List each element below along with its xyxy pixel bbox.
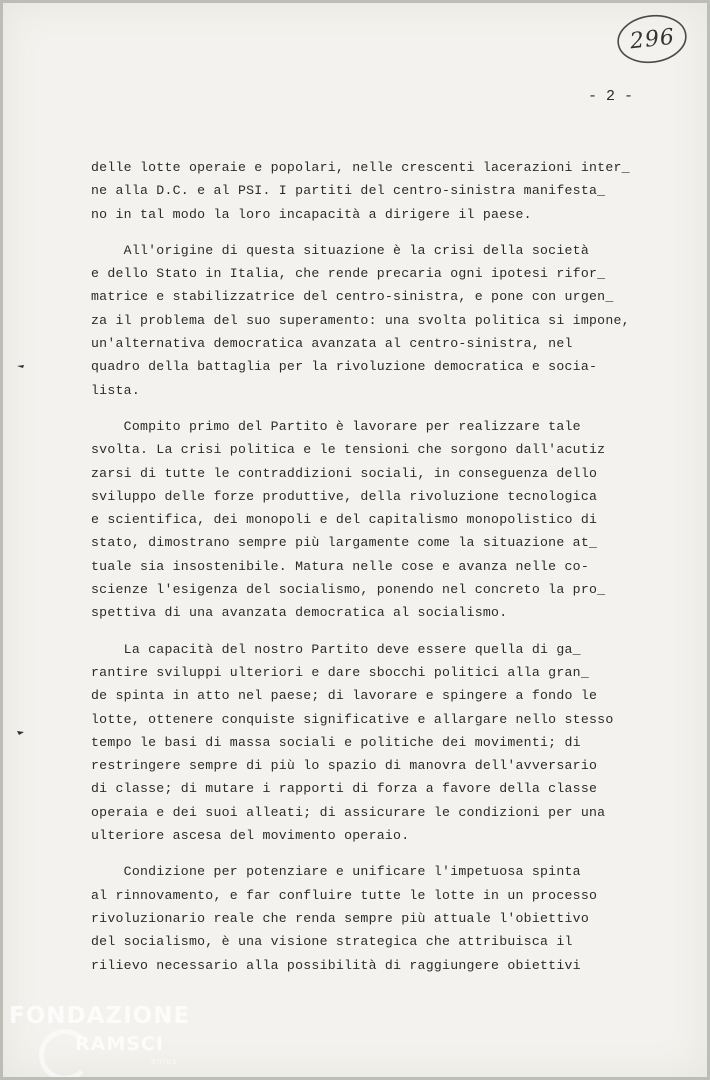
text-line: tempo le basi di massa sociali e politiche dei movimenti; di xyxy=(91,734,581,750)
text-line: stato, dimostrano sempre più largamente come la situazione at_ xyxy=(91,535,598,551)
text-line: rilievo necessario alla possibilità di raggiungere obiettivi xyxy=(91,957,581,973)
text-line: de spinta in atto nel paese; di lavorare e spingere a fondo le xyxy=(91,688,598,704)
text-line: All'origine di questa situazione è la crisi della società xyxy=(91,242,589,258)
watermark-line1: FONDAZIONE xyxy=(9,1003,191,1029)
watermark-line2: RAMSCI xyxy=(75,1033,164,1055)
archive-number-text: 296 xyxy=(628,24,676,54)
text-line: rivoluzionario reale che renda sempre più attuale l'obiettivo xyxy=(91,910,589,926)
text-line: zarsi di tutte le contraddizioni sociali, in conseguenza dello xyxy=(91,465,598,481)
text-line: operaia e dei suoi alleati; di assicurare le condizioni per una xyxy=(91,804,606,820)
text-line: tuale sia insostenibile. Matura nelle cose e avanza nelle co- xyxy=(91,558,589,574)
text-line: no in tal modo la loro incapacità a dirigere il paese. xyxy=(91,206,532,222)
text-line: za il problema del suo superamento: una svolta politica si impone, xyxy=(91,312,630,328)
text-line: svolta. La crisi politica e le tensioni che sorgono dall'acutiz xyxy=(91,442,606,458)
text-line: Condizione per potenziare e unificare l'impetuosa spinta xyxy=(91,864,581,880)
text-line: lista. xyxy=(91,382,140,398)
text-line: ulteriore ascesa del movimento operaio. xyxy=(91,828,410,844)
text-line: ne alla D.C. e al PSI. I partiti del centro-sinistra manifesta_ xyxy=(91,183,606,199)
text-line: rantire sviluppi ulteriori e dare sbocchi politici alla gran_ xyxy=(91,664,589,680)
paragraph-gap xyxy=(91,847,691,860)
text-line: sviluppo delle forze produttive, della rivoluzione tecnologica xyxy=(91,488,598,504)
archive-number-stamp xyxy=(615,13,689,65)
margin-mark-icon xyxy=(17,363,25,369)
text-line: e dello Stato in Italia, che rende precaria ogni ipotesi rifor_ xyxy=(91,266,606,282)
paragraph-gap xyxy=(91,402,691,415)
margin-mark-icon xyxy=(17,729,25,735)
paragraph xyxy=(91,156,691,226)
paragraph-gap xyxy=(91,226,691,239)
paragraph xyxy=(91,638,691,848)
text-line: quadro della battaglia per la rivoluzione democratica e socia- xyxy=(91,359,598,375)
text-line: delle lotte operaie e popolari, nelle crescenti lacerazioni inter_ xyxy=(91,160,630,175)
text-line: e scientifica, dei monopoli e del capitalismo monopolistico di xyxy=(91,512,598,528)
text-line: spettiva di una avanzata democratica al socialismo. xyxy=(91,605,508,621)
text-line: un'alternativa democratica avanzata al centro-sinistra, nel xyxy=(91,336,573,352)
text-line: matrice e stabilizzatrice del centro-sinistra, e pone con urgen_ xyxy=(91,289,614,305)
paragraph xyxy=(91,860,691,976)
text-line: al rinnovamento, e far confluire tutte le lotte in un processo xyxy=(91,887,598,903)
watermark-line3: onlus xyxy=(151,1057,178,1066)
text-line: restringere sempre di più lo spazio di manovra dell'avversario xyxy=(91,758,598,774)
paragraph xyxy=(91,239,691,402)
text-line: lotte, ottenere conquiste significative e allargare nello stesso xyxy=(91,711,614,727)
document-page xyxy=(3,3,707,1077)
fondazione-gramsci-watermark xyxy=(9,1003,229,1075)
paragraph-gap xyxy=(91,625,691,638)
page-number: - 2 - xyxy=(587,88,633,105)
text-line: La capacità del nostro Partito deve essere quella di ga_ xyxy=(91,641,581,657)
paragraph xyxy=(91,415,691,625)
text-line: scienze l'esigenza del socialismo, ponendo nel concreto la pro_ xyxy=(91,582,606,598)
text-line: del socialismo, è una visione strategica che attribuisca il xyxy=(91,934,573,950)
typed-text-body xyxy=(91,156,691,977)
text-line: Compito primo del Partito è lavorare per realizzare tale xyxy=(91,418,581,434)
text-line: di classe; di mutare i rapporti di forza a favore della classe xyxy=(91,781,598,797)
